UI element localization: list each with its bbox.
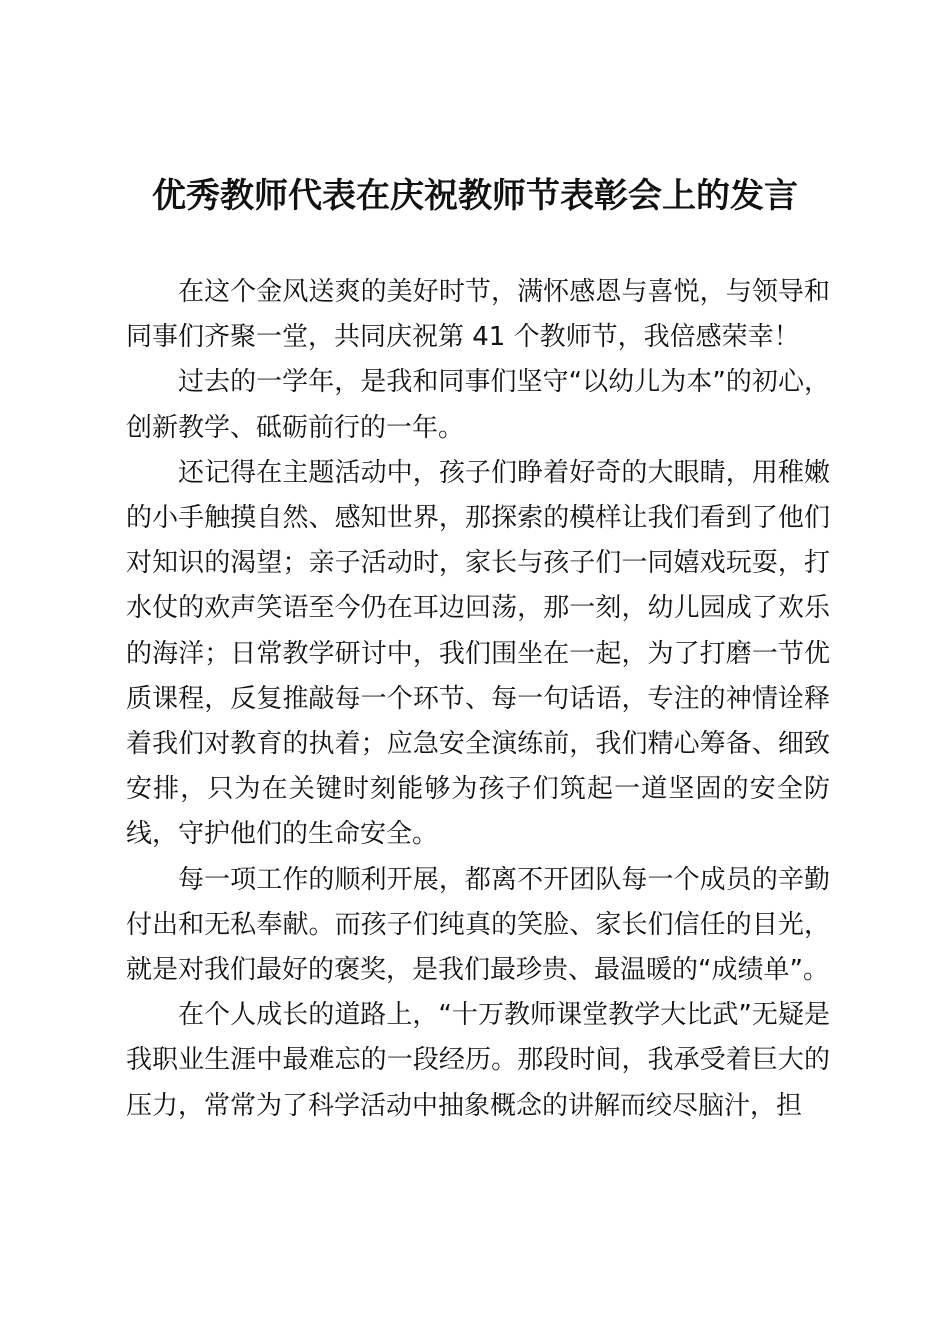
- paragraph-3: 还记得在主题活动中，孩子们睁着好奇的大眼睛，用稚嫩的小手触摸自然、感知世界，那探索的模样让我们看到了他们对知识的渴望；亲子活动时，家长与孩子们一同嬉戏玩耍，打水仗的欢声笑语至今仍在耳边回荡，那一刻，幼儿园成了欢乐的海洋；日常教学研讨中，我们围坐在一起，为了打磨一节优质课程，反复推敲每一个环节、每一句话语，专注的神情诠释着我们对教育的执着；应急安全演练前，我们精心筹备、细致安排，只为在关键时刻能够为孩子们筑起一道坚固的安全防线，守护他们的生命安全。: [126, 457, 830, 850]
- document-title: 优秀教师代表在庆祝教师节表彰会上的发言: [152, 176, 798, 216]
- document-body: [126, 270, 830, 1129]
- paragraph-4: 每一项工作的顺利开展，都离不开团队每一个成员的辛勤付出和无私奉献。而孩子们纯真的笑脸、家长们信任的目光，就是对我们最好的褒奖，是我们最珍贵、最温暖的“成绩单”。: [126, 864, 830, 986]
- paragraph-2: 过去的一学年，是我和同事们坚守“以幼儿为本”的初心，创新教学、砥砺前行的一年。: [126, 367, 830, 443]
- paragraph-1: 在这个金风送爽的美好时节，满怀感恩与喜悦，与领导和同事们齐聚一堂，共同庆祝第 41 个教师节，我倍感荣幸！: [126, 277, 830, 353]
- paragraph-5: 在个人成长的道路上，“十万教师课堂教学大比武”无疑是我职业生涯中最难忘的一段经历。那段时间，我承受着巨大的压力，常常为了科学活动中抽象概念的讲解而绞尽脑汁，担: [126, 1000, 830, 1121]
